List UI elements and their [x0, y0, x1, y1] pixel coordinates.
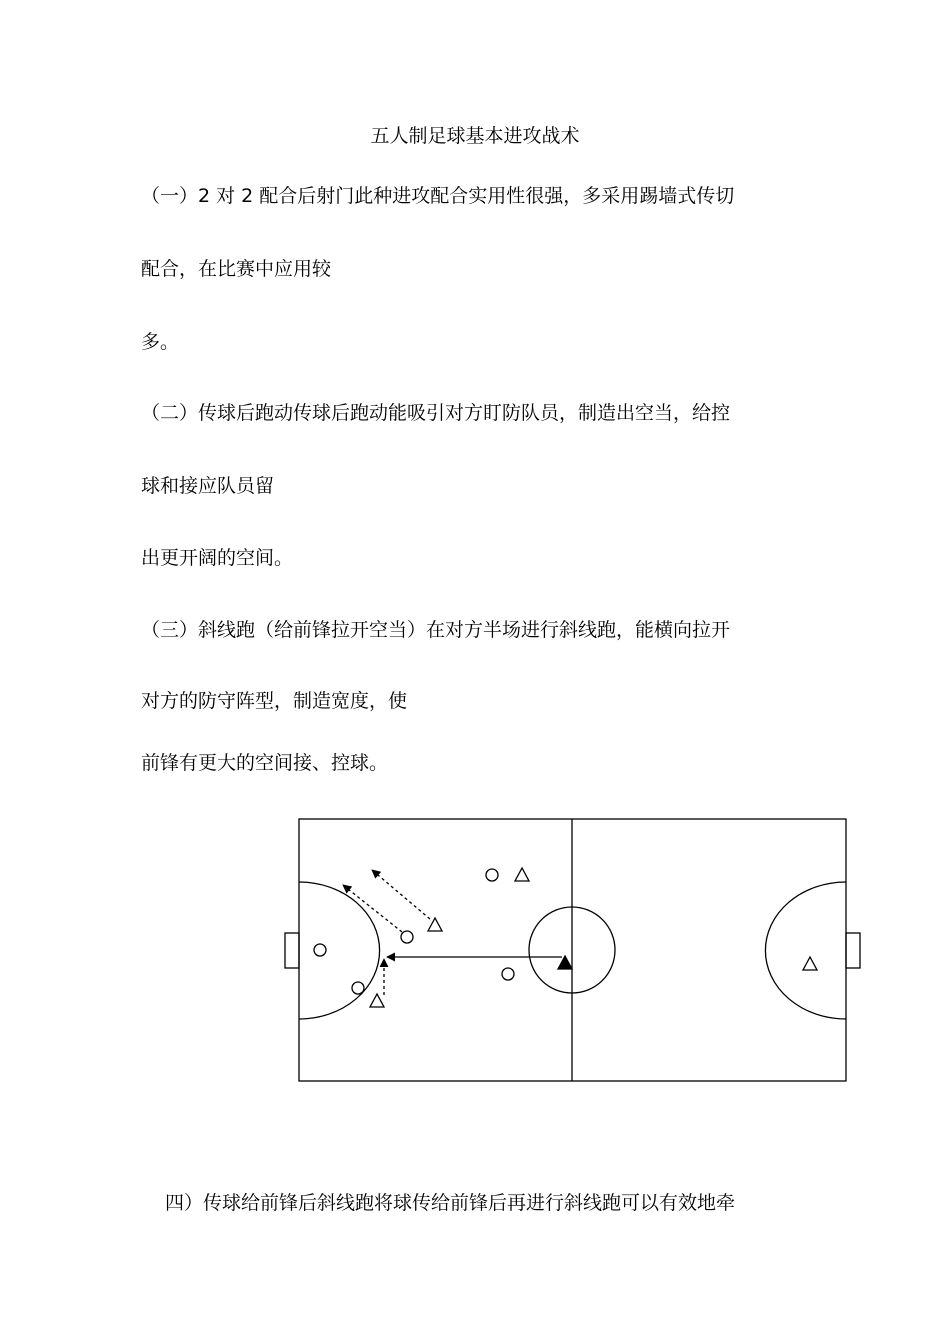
paragraph-1-line-2: 配合，在比赛中应用较 — [141, 258, 332, 280]
document-title: 五人制足球基本进攻战术 — [370, 125, 580, 147]
run-arrow-upper — [372, 870, 430, 919]
run-arrow-lower — [343, 885, 402, 932]
player-triangle-goalkeeper — [803, 957, 817, 970]
paragraph-2-line-2: 球和接应队员留 — [141, 475, 275, 497]
paragraph-2-line-1: （二）传球后跑动传球后跑动能吸引对方盯防队员，制造出空当，给控 — [141, 402, 731, 424]
paragraph-3-line-3: 前锋有更大的空间接、控球。 — [141, 752, 389, 774]
player-circle — [401, 931, 413, 943]
paragraph-3-line-1: （三）斜线跑（给前锋拉开空当）在对方半场进行斜线跑，能横向拉开 — [141, 619, 731, 641]
right-penalty-arc — [765, 882, 846, 1019]
player-triangle-filled — [558, 956, 572, 969]
right-goal — [846, 933, 860, 968]
player-circle — [352, 982, 364, 994]
player-circle-goalkeeper — [314, 944, 326, 956]
player-triangle — [370, 994, 384, 1007]
paragraph-1-line-1: （一）2 对 2 配合后射门此种进攻配合实用性很强，多采用踢墙式传切 — [141, 185, 735, 207]
paragraph-2-line-3: 出更开阔的空间。 — [141, 547, 294, 569]
paragraph-3-line-2: 对方的防守阵型，制造宽度，使 — [141, 690, 408, 712]
paragraph-4-line-1: 四）传球给前锋后斜线跑将球传给前锋后再进行斜线跑可以有效地牵 — [165, 1192, 736, 1214]
left-goal — [285, 933, 299, 968]
player-circle — [502, 968, 514, 980]
player-triangle — [515, 868, 529, 881]
player-circle — [486, 869, 498, 881]
left-penalty-arc — [299, 882, 380, 1019]
futsal-field-diagram — [280, 815, 870, 1090]
player-triangle — [428, 918, 442, 931]
paragraph-1-line-3: 多。 — [141, 331, 180, 353]
